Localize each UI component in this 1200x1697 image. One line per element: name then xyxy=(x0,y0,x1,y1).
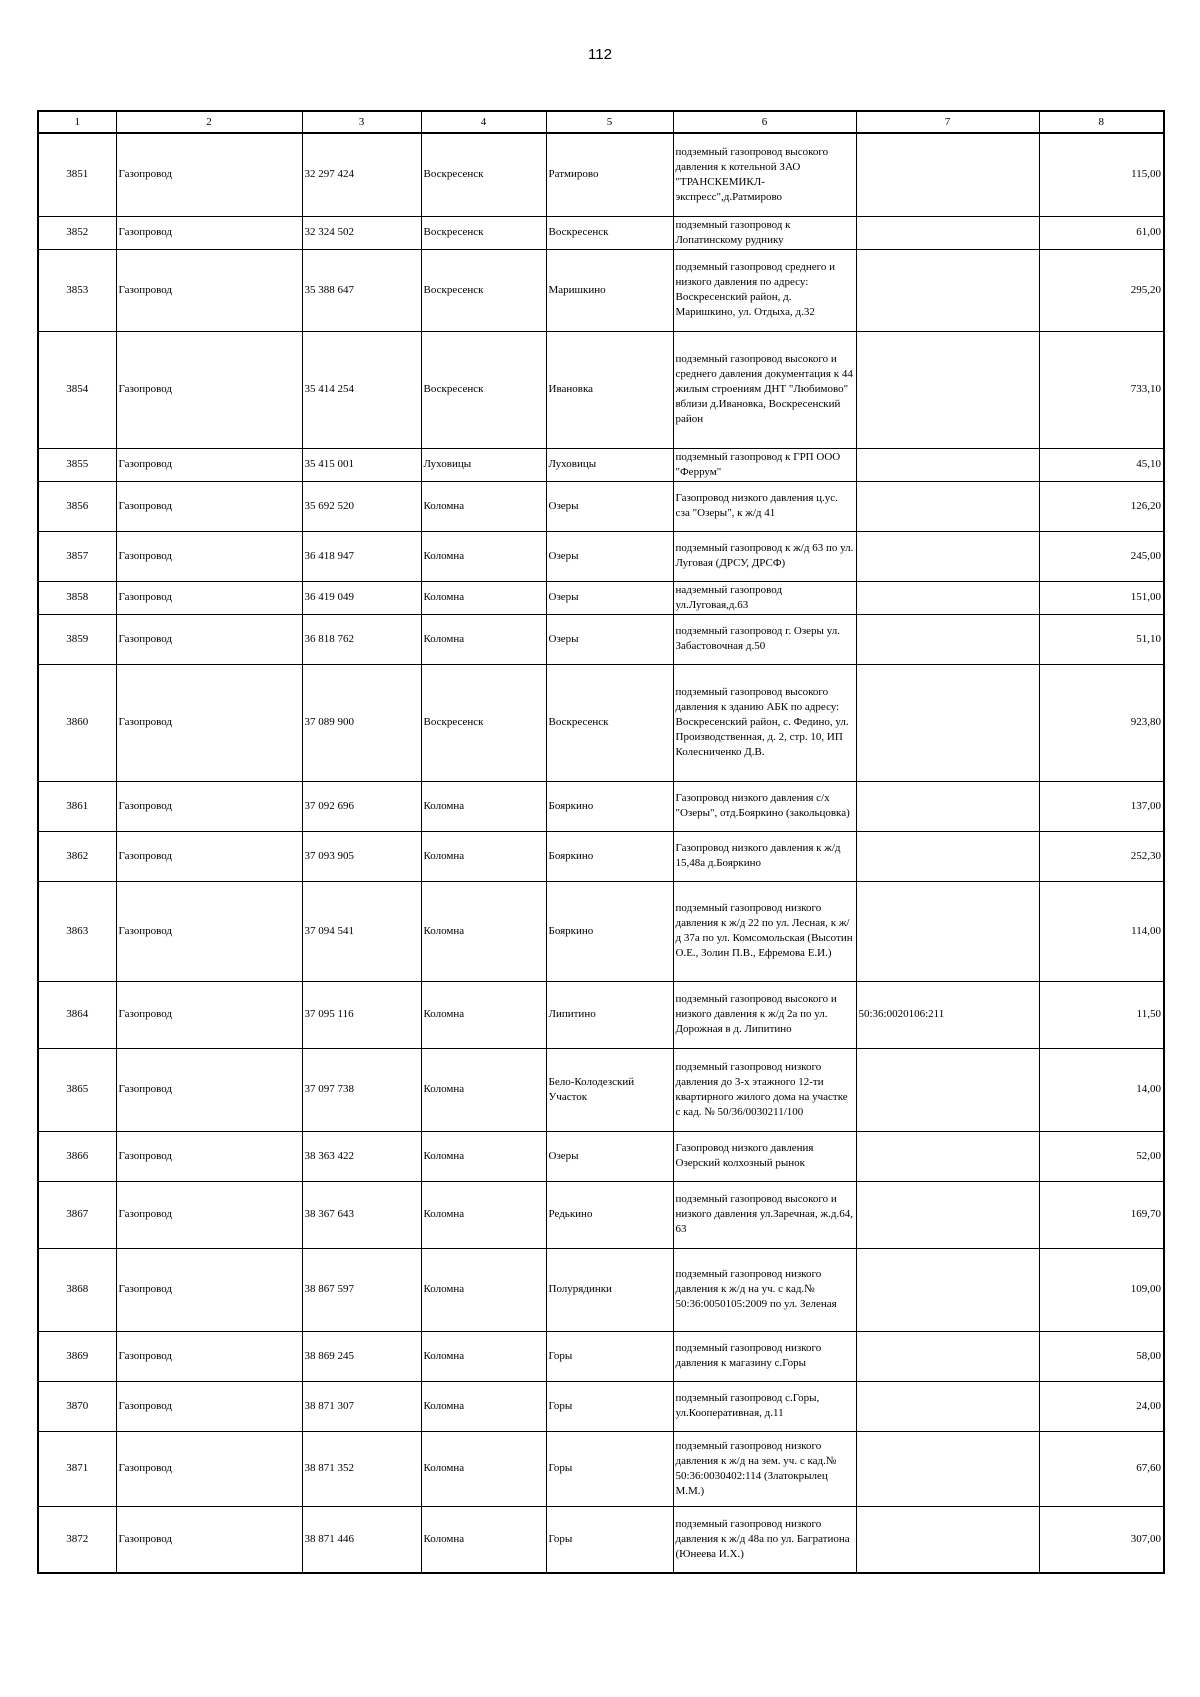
inventory-code-cell: 38 367 643 xyxy=(302,1181,421,1248)
length-cell: 169,70 xyxy=(1039,1181,1164,1248)
description-cell: подземный газопровод высокого и среднего давления документация к 44 жилым строениям ДНТ "Любимово" вблизи д.Ивановка, Воскресенский район xyxy=(673,331,856,448)
table-row xyxy=(38,133,1164,216)
description-cell: подземный газопровод к ГРП ООО "Феррум" xyxy=(673,448,856,481)
table-row xyxy=(38,448,1164,481)
cadastral-number-cell xyxy=(856,531,1039,581)
cadastral-number-cell xyxy=(856,581,1039,614)
district-cell: Воскресенск xyxy=(421,331,546,448)
inventory-code-cell: 35 415 001 xyxy=(302,448,421,481)
locality-cell: Озеры xyxy=(546,1131,673,1181)
description-cell: Газопровод низкого давления Озерский колхозный рынок xyxy=(673,1131,856,1181)
locality-cell: Воскресенск xyxy=(546,216,673,249)
description-cell: подземный газопровод низкого давления к ж/д на уч. с кад.№ 50:36:0050105:2009 по ул. Зеленая xyxy=(673,1248,856,1331)
cadastral-number-cell xyxy=(856,1431,1039,1506)
description-cell: Газопровод низкого давления к ж/д 15,48а д.Бояркино xyxy=(673,831,856,881)
column-header: 8 xyxy=(1039,111,1164,133)
object-type-cell: Газопровод xyxy=(116,881,302,981)
district-cell: Коломна xyxy=(421,881,546,981)
row-number-cell: 3858 xyxy=(38,581,116,614)
description-cell: подземный газопровод г. Озеры ул. Забастовочная д.50 xyxy=(673,614,856,664)
inventory-code-cell: 37 093 905 xyxy=(302,831,421,881)
object-type-cell: Газопровод xyxy=(116,831,302,881)
length-cell: 67,60 xyxy=(1039,1431,1164,1506)
description-cell: подземный газопровод низкого давления до 3-х этажного 12-ти квартирного жилого дома на участке с кад. № 50/36/0030211/100 xyxy=(673,1048,856,1131)
registry-table xyxy=(37,110,1165,1574)
table-row xyxy=(38,981,1164,1048)
inventory-code-cell: 37 092 696 xyxy=(302,781,421,831)
object-type-cell: Газопровод xyxy=(116,1248,302,1331)
row-number-cell: 3863 xyxy=(38,881,116,981)
object-type-cell: Газопровод xyxy=(116,133,302,216)
locality-cell: Озеры xyxy=(546,614,673,664)
row-number-cell: 3865 xyxy=(38,1048,116,1131)
length-cell: 252,30 xyxy=(1039,831,1164,881)
column-header: 1 xyxy=(38,111,116,133)
inventory-code-cell: 35 414 254 xyxy=(302,331,421,448)
description-cell: подземный газопровод среднего и низкого давления по адресу: Воскресенский район, д. Маришкино, ул. Отдыха, д.32 xyxy=(673,249,856,331)
table-row xyxy=(38,216,1164,249)
cadastral-number-cell xyxy=(856,133,1039,216)
table-row xyxy=(38,781,1164,831)
locality-cell: Луховицы xyxy=(546,448,673,481)
table-row xyxy=(38,331,1164,448)
locality-cell: Озеры xyxy=(546,581,673,614)
description-cell: подземный газопровод низкого давления к ж/д на зем. уч. с кад.№ 50:36:0030402:114 (Златокрылец М.М.) xyxy=(673,1431,856,1506)
row-number-cell: 3872 xyxy=(38,1506,116,1573)
object-type-cell: Газопровод xyxy=(116,1181,302,1248)
object-type-cell: Газопровод xyxy=(116,1431,302,1506)
district-cell: Коломна xyxy=(421,1048,546,1131)
cadastral-number-cell xyxy=(856,216,1039,249)
length-cell: 923,80 xyxy=(1039,664,1164,781)
object-type-cell: Газопровод xyxy=(116,664,302,781)
inventory-code-cell: 38 869 245 xyxy=(302,1331,421,1381)
length-cell: 61,00 xyxy=(1039,216,1164,249)
row-number-cell: 3857 xyxy=(38,531,116,581)
cadastral-number-cell xyxy=(856,881,1039,981)
district-cell: Коломна xyxy=(421,981,546,1048)
table-row xyxy=(38,1506,1164,1573)
table-row xyxy=(38,1431,1164,1506)
district-cell: Коломна xyxy=(421,1381,546,1431)
cadastral-number-cell xyxy=(856,1248,1039,1331)
object-type-cell: Газопровод xyxy=(116,1048,302,1131)
row-number-cell: 3855 xyxy=(38,448,116,481)
length-cell: 137,00 xyxy=(1039,781,1164,831)
district-cell: Воскресенск xyxy=(421,664,546,781)
locality-cell: Горы xyxy=(546,1506,673,1573)
district-cell: Коломна xyxy=(421,1506,546,1573)
length-cell: 11,50 xyxy=(1039,981,1164,1048)
row-number-cell: 3866 xyxy=(38,1131,116,1181)
description-cell: надземный газопровод ул.Луговая,д.63 xyxy=(673,581,856,614)
column-header: 3 xyxy=(302,111,421,133)
column-header: 4 xyxy=(421,111,546,133)
object-type-cell: Газопровод xyxy=(116,1506,302,1573)
locality-cell: Ивановка xyxy=(546,331,673,448)
locality-cell: Бояркино xyxy=(546,781,673,831)
row-number-cell: 3862 xyxy=(38,831,116,881)
locality-cell: Озеры xyxy=(546,531,673,581)
table-row xyxy=(38,1048,1164,1131)
description-cell: Газопровод низкого давления с/х "Озеры", отд.Бояркино (закольцовка) xyxy=(673,781,856,831)
length-cell: 295,20 xyxy=(1039,249,1164,331)
district-cell: Воскресенск xyxy=(421,216,546,249)
table-row xyxy=(38,481,1164,531)
length-cell: 114,00 xyxy=(1039,881,1164,981)
object-type-cell: Газопровод xyxy=(116,331,302,448)
object-type-cell: Газопровод xyxy=(116,216,302,249)
district-cell: Коломна xyxy=(421,831,546,881)
table-row xyxy=(38,881,1164,981)
row-number-cell: 3868 xyxy=(38,1248,116,1331)
inventory-code-cell: 38 871 352 xyxy=(302,1431,421,1506)
inventory-code-cell: 38 871 446 xyxy=(302,1506,421,1573)
row-number-cell: 3859 xyxy=(38,614,116,664)
row-number-cell: 3870 xyxy=(38,1381,116,1431)
inventory-code-cell: 35 692 520 xyxy=(302,481,421,531)
row-number-cell: 3869 xyxy=(38,1331,116,1381)
row-number-cell: 3853 xyxy=(38,249,116,331)
column-header: 5 xyxy=(546,111,673,133)
locality-cell: Горы xyxy=(546,1431,673,1506)
object-type-cell: Газопровод xyxy=(116,481,302,531)
length-cell: 51,10 xyxy=(1039,614,1164,664)
header-row xyxy=(38,111,1164,133)
cadastral-number-cell xyxy=(856,1048,1039,1131)
locality-cell: Маришкино xyxy=(546,249,673,331)
row-number-cell: 3864 xyxy=(38,981,116,1048)
locality-cell: Редькино xyxy=(546,1181,673,1248)
row-number-cell: 3861 xyxy=(38,781,116,831)
object-type-cell: Газопровод xyxy=(116,1131,302,1181)
cadastral-number-cell xyxy=(856,331,1039,448)
locality-cell: Липитино xyxy=(546,981,673,1048)
cadastral-number-cell xyxy=(856,249,1039,331)
inventory-code-cell: 32 324 502 xyxy=(302,216,421,249)
object-type-cell: Газопровод xyxy=(116,781,302,831)
district-cell: Коломна xyxy=(421,1431,546,1506)
locality-cell: Бояркино xyxy=(546,881,673,981)
object-type-cell: Газопровод xyxy=(116,581,302,614)
description-cell: подземный газопровод высокого и низкого давления ул.Заречная, ж.д.64, 63 xyxy=(673,1181,856,1248)
district-cell: Воскресенск xyxy=(421,249,546,331)
length-cell: 52,00 xyxy=(1039,1131,1164,1181)
table-row xyxy=(38,1331,1164,1381)
row-number-cell: 3867 xyxy=(38,1181,116,1248)
inventory-code-cell: 38 871 307 xyxy=(302,1381,421,1431)
length-cell: 126,20 xyxy=(1039,481,1164,531)
table-body xyxy=(38,133,1164,1573)
length-cell: 733,10 xyxy=(1039,331,1164,448)
cadastral-number-cell xyxy=(856,1331,1039,1381)
locality-cell: Воскресенск xyxy=(546,664,673,781)
object-type-cell: Газопровод xyxy=(116,1331,302,1381)
inventory-code-cell: 37 097 738 xyxy=(302,1048,421,1131)
inventory-code-cell: 36 418 947 xyxy=(302,531,421,581)
inventory-code-cell: 32 297 424 xyxy=(302,133,421,216)
column-header: 7 xyxy=(856,111,1039,133)
description-cell: Газопровод низкого давления ц.ус. сза "Озеры", к ж/д 41 xyxy=(673,481,856,531)
table-row xyxy=(38,1131,1164,1181)
description-cell: подземный газопровод низкого давления к ж/д 48а по ул. Багратиона (Юнеева И.Х.) xyxy=(673,1506,856,1573)
inventory-code-cell: 38 867 597 xyxy=(302,1248,421,1331)
locality-cell: Горы xyxy=(546,1331,673,1381)
district-cell: Коломна xyxy=(421,1331,546,1381)
description-cell: подземный газопровод высокого давления к зданию АБК по адресу: Воскресенский район, с. Федино, ул. Производственная, д. 2, стр. 10, ИП Колесниченко Д.В. xyxy=(673,664,856,781)
table-row xyxy=(38,581,1164,614)
inventory-code-cell: 36 419 049 xyxy=(302,581,421,614)
inventory-code-cell: 37 089 900 xyxy=(302,664,421,781)
locality-cell: Бояркино xyxy=(546,831,673,881)
length-cell: 151,00 xyxy=(1039,581,1164,614)
length-cell: 14,00 xyxy=(1039,1048,1164,1131)
table-row xyxy=(38,1381,1164,1431)
row-number-cell: 3860 xyxy=(38,664,116,781)
district-cell: Коломна xyxy=(421,614,546,664)
length-cell: 45,10 xyxy=(1039,448,1164,481)
row-number-cell: 3854 xyxy=(38,331,116,448)
cadastral-number-cell: 50:36:0020106:211 xyxy=(856,981,1039,1048)
row-number-cell: 3871 xyxy=(38,1431,116,1506)
column-header: 6 xyxy=(673,111,856,133)
table-row xyxy=(38,1248,1164,1331)
description-cell: подземный газопровод к Лопатинскому руднику xyxy=(673,216,856,249)
description-cell: подземный газопровод низкого давления к магазину с.Горы xyxy=(673,1331,856,1381)
locality-cell: Полурядинки xyxy=(546,1248,673,1331)
locality-cell: Бело-Колодезский Участок xyxy=(546,1048,673,1131)
inventory-code-cell: 36 818 762 xyxy=(302,614,421,664)
object-type-cell: Газопровод xyxy=(116,981,302,1048)
cadastral-number-cell xyxy=(856,831,1039,881)
description-cell: подземный газопровод высокого и низкого давления к ж/д 2а по ул. Дорожная в д. Липитино xyxy=(673,981,856,1048)
cadastral-number-cell xyxy=(856,1181,1039,1248)
cadastral-number-cell xyxy=(856,448,1039,481)
cadastral-number-cell xyxy=(856,614,1039,664)
inventory-code-cell: 35 388 647 xyxy=(302,249,421,331)
table-row xyxy=(38,531,1164,581)
locality-cell: Горы xyxy=(546,1381,673,1431)
length-cell: 307,00 xyxy=(1039,1506,1164,1573)
length-cell: 24,00 xyxy=(1039,1381,1164,1431)
cadastral-number-cell xyxy=(856,1506,1039,1573)
district-cell: Коломна xyxy=(421,481,546,531)
district-cell: Коломна xyxy=(421,1181,546,1248)
table-row xyxy=(38,1181,1164,1248)
object-type-cell: Газопровод xyxy=(116,614,302,664)
description-cell: подземный газопровод с.Горы, ул.Кооперативная, д.11 xyxy=(673,1381,856,1431)
table-row xyxy=(38,831,1164,881)
cadastral-number-cell xyxy=(856,1131,1039,1181)
row-number-cell: 3856 xyxy=(38,481,116,531)
column-header: 2 xyxy=(116,111,302,133)
page-number: 112 xyxy=(588,46,612,63)
inventory-code-cell: 37 094 541 xyxy=(302,881,421,981)
inventory-code-cell: 37 095 116 xyxy=(302,981,421,1048)
object-type-cell: Газопровод xyxy=(116,448,302,481)
row-number-cell: 3852 xyxy=(38,216,116,249)
district-cell: Коломна xyxy=(421,531,546,581)
district-cell: Воскресенск xyxy=(421,133,546,216)
table-row xyxy=(38,664,1164,781)
description-cell: подземный газопровод низкого давления к ж/д 22 по ул. Лесная, к ж/д 37а по ул. Комсомольская (Высотин О.Е., Золин П.В., Ефремова Е.И.) xyxy=(673,881,856,981)
cadastral-number-cell xyxy=(856,781,1039,831)
length-cell: 109,00 xyxy=(1039,1248,1164,1331)
description-cell: подземный газопровод к ж/д 63 по ул. Луговая (ДРСУ, ДРСФ) xyxy=(673,531,856,581)
cadastral-number-cell xyxy=(856,1381,1039,1431)
table-row xyxy=(38,249,1164,331)
inventory-code-cell: 38 363 422 xyxy=(302,1131,421,1181)
length-cell: 245,00 xyxy=(1039,531,1164,581)
district-cell: Коломна xyxy=(421,781,546,831)
cadastral-number-cell xyxy=(856,481,1039,531)
object-type-cell: Газопровод xyxy=(116,531,302,581)
description-cell: подземный газопровод высокого давления к котельной ЗАО "ТРАНСКЕМИКЛ-экспресс",д.Ратмирово xyxy=(673,133,856,216)
locality-cell: Ратмирово xyxy=(546,133,673,216)
district-cell: Коломна xyxy=(421,1248,546,1331)
object-type-cell: Газопровод xyxy=(116,1381,302,1431)
length-cell: 58,00 xyxy=(1039,1331,1164,1381)
table-row xyxy=(38,614,1164,664)
row-number-cell: 3851 xyxy=(38,133,116,216)
length-cell: 115,00 xyxy=(1039,133,1164,216)
district-cell: Коломна xyxy=(421,1131,546,1181)
object-type-cell: Газопровод xyxy=(116,249,302,331)
district-cell: Луховицы xyxy=(421,448,546,481)
locality-cell: Озеры xyxy=(546,481,673,531)
cadastral-number-cell xyxy=(856,664,1039,781)
district-cell: Коломна xyxy=(421,581,546,614)
